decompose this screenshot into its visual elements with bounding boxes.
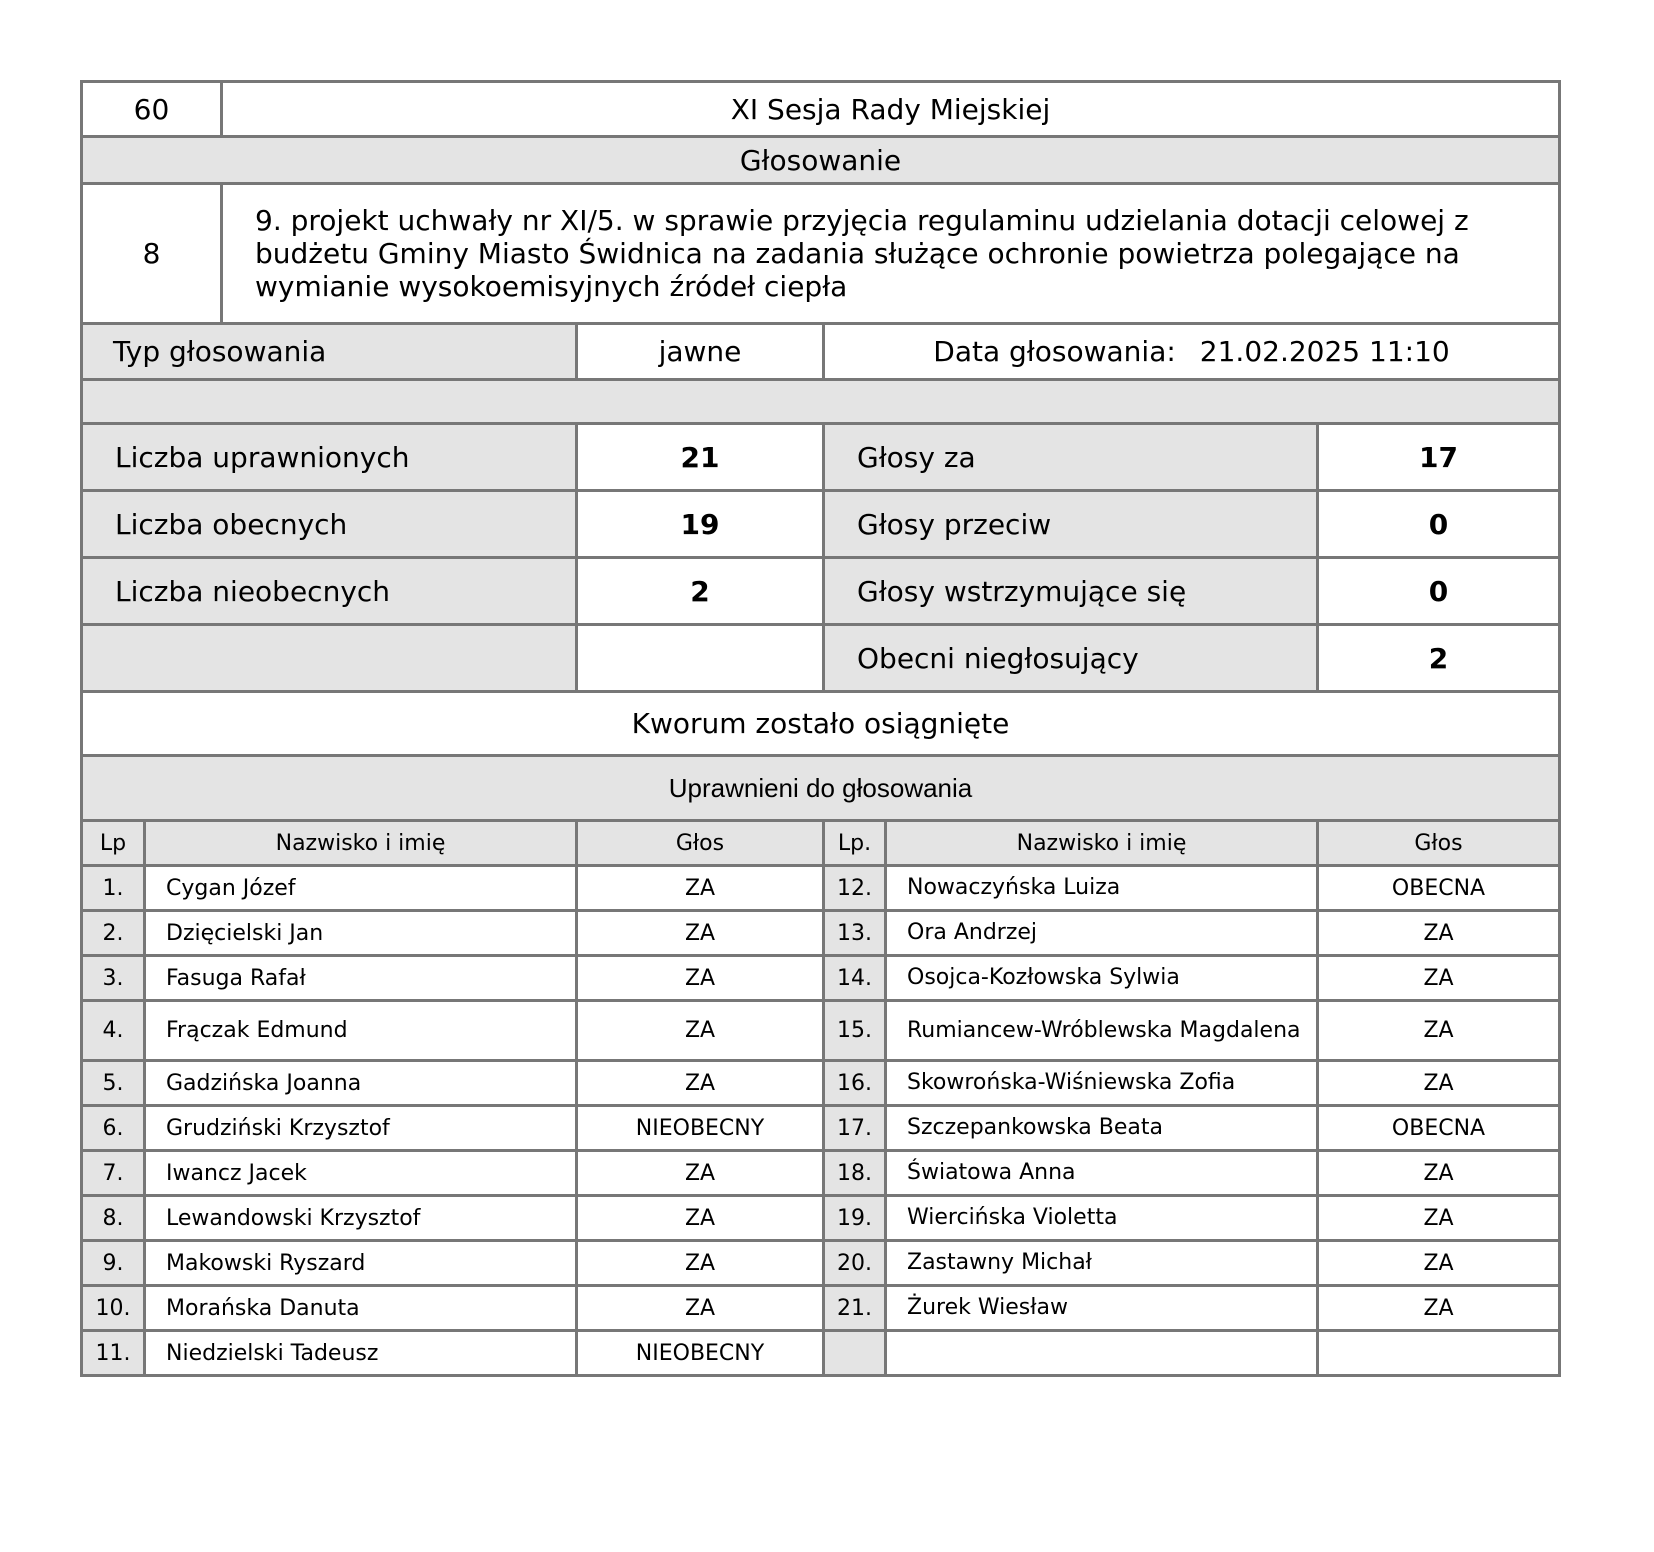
agenda-item-number: 8 bbox=[83, 185, 220, 322]
voter-vote: ZA bbox=[1316, 1062, 1558, 1104]
voter-name: Fasuga Rafał bbox=[143, 957, 575, 999]
voter-vote: ZA bbox=[575, 1062, 822, 1104]
voter-vote: ZA bbox=[575, 1152, 822, 1194]
vote-type-value: jawne bbox=[575, 325, 822, 378]
voter-lp: 10. bbox=[83, 1287, 143, 1329]
voter-lp: 3. bbox=[83, 957, 143, 999]
table-row bbox=[80, 957, 1561, 1002]
vote-meta-row bbox=[80, 325, 1561, 381]
voter-lp: 18. bbox=[822, 1152, 884, 1194]
name-header: Nazwisko i imię bbox=[143, 822, 575, 864]
votes-abstain-value: 0 bbox=[1316, 559, 1558, 623]
lp-header: Lp bbox=[99, 830, 127, 856]
lp-header: Lp. bbox=[822, 822, 884, 864]
voter-vote: OBECNA bbox=[1316, 1107, 1558, 1149]
voter-vote: ZA bbox=[575, 867, 822, 909]
voter-vote: ZA bbox=[1316, 957, 1558, 999]
voter-name: Nowaczyńska Luiza bbox=[884, 867, 1316, 909]
voter-vote: ZA bbox=[575, 1242, 822, 1284]
present-label: Liczba obecnych bbox=[83, 492, 575, 556]
voter-name: Gadzińska Joanna bbox=[143, 1062, 575, 1104]
absent-value: 2 bbox=[575, 559, 822, 623]
voter-vote: ZA bbox=[575, 1287, 822, 1329]
voter-lp: 21. bbox=[822, 1287, 884, 1329]
stats-row bbox=[80, 559, 1561, 626]
voter-lp: 6. bbox=[83, 1107, 143, 1149]
absent-label: Liczba nieobecnych bbox=[83, 559, 575, 623]
voter-name: Skowrońska-Wiśniewska Zofia bbox=[884, 1062, 1316, 1104]
vote-header: Głos bbox=[1316, 822, 1558, 864]
voters-table-body bbox=[80, 867, 1561, 1377]
voter-lp: 5. bbox=[83, 1062, 143, 1104]
section-title-row bbox=[80, 138, 1561, 185]
present-not-voting-value: 2 bbox=[1316, 626, 1558, 690]
voter-name: Osojca-Kozłowska Sylwia bbox=[884, 957, 1316, 999]
stats-row bbox=[80, 492, 1561, 559]
stats-row bbox=[80, 626, 1561, 693]
voter-name: Niedzielski Tadeusz bbox=[143, 1332, 575, 1374]
voter-lp: 1. bbox=[83, 867, 143, 909]
table-row bbox=[80, 1197, 1561, 1242]
table-row bbox=[80, 867, 1561, 912]
section-title: Głosowanie bbox=[739, 143, 902, 177]
voter-lp: 14. bbox=[822, 957, 884, 999]
session-title: XI Sesja Rady Miejskiej bbox=[220, 83, 1558, 135]
votes-abstain-label: Głosy wstrzymujące się bbox=[822, 559, 1316, 623]
voter-name: Dzięcielski Jan bbox=[143, 912, 575, 954]
table-row bbox=[80, 1107, 1561, 1152]
voter-name: Lewandowski Krzysztof bbox=[143, 1197, 575, 1239]
votes-for-label: Głosy za bbox=[822, 425, 1316, 489]
voter-name: Wiercińska Violetta bbox=[884, 1197, 1316, 1239]
session-header-row bbox=[80, 80, 1561, 138]
voter-vote: OBECNA bbox=[1316, 867, 1558, 909]
entitled-value: 21 bbox=[575, 425, 822, 489]
empty-cell bbox=[575, 626, 822, 690]
voter-name: Cygan Józef bbox=[143, 867, 575, 909]
voter-vote: ZA bbox=[575, 957, 822, 999]
voter-vote: ZA bbox=[1316, 912, 1558, 954]
voter-lp bbox=[822, 1332, 884, 1374]
voter-vote: ZA bbox=[1316, 1242, 1558, 1284]
voter-name: Morańska Danuta bbox=[143, 1287, 575, 1329]
table-row bbox=[80, 1002, 1561, 1062]
vote-type-label: Typ głosowania bbox=[83, 325, 575, 378]
voter-name: Zastawny Michał bbox=[884, 1242, 1316, 1284]
voters-title: Uprawnieni do głosowania bbox=[668, 772, 973, 803]
voter-lp: 7. bbox=[83, 1152, 143, 1194]
voting-report bbox=[80, 80, 1561, 1377]
table-row bbox=[80, 1152, 1561, 1197]
voter-vote: ZA bbox=[1316, 1287, 1558, 1329]
voters-header-row bbox=[80, 822, 1561, 867]
voter-lp: 2. bbox=[83, 912, 143, 954]
voter-vote: ZA bbox=[1316, 1002, 1558, 1059]
voter-lp: 19. bbox=[822, 1197, 884, 1239]
entitled-label: Liczba uprawnionych bbox=[83, 425, 575, 489]
voter-vote: NIEOBECNY bbox=[575, 1332, 822, 1374]
voter-vote: ZA bbox=[1316, 1152, 1558, 1194]
voter-vote bbox=[1316, 1332, 1558, 1374]
session-number: 60 bbox=[83, 83, 220, 135]
voter-lp: 12. bbox=[822, 867, 884, 909]
voter-name: Iwancz Jacek bbox=[143, 1152, 575, 1194]
stats-row bbox=[80, 425, 1561, 492]
voter-lp: 15. bbox=[822, 1002, 884, 1059]
vote-header: Głos bbox=[575, 822, 822, 864]
quorum-status: Kworum zostało osiągnięte bbox=[83, 693, 1558, 754]
voter-lp: 16. bbox=[822, 1062, 884, 1104]
voter-vote: ZA bbox=[575, 1197, 822, 1239]
table-row bbox=[80, 912, 1561, 957]
voter-name: Rumiancew-Wróblewska Magdalena bbox=[884, 1002, 1316, 1059]
voter-name: Żurek Wiesław bbox=[884, 1287, 1316, 1329]
votes-for-value: 17 bbox=[1316, 425, 1558, 489]
table-row bbox=[80, 1062, 1561, 1107]
name-header: Nazwisko i imię bbox=[884, 822, 1316, 864]
spacer-row bbox=[80, 381, 1561, 425]
voter-lp: 9. bbox=[83, 1242, 143, 1284]
quorum-row bbox=[80, 693, 1561, 757]
vote-date bbox=[822, 325, 1558, 378]
voter-name bbox=[884, 1332, 1316, 1374]
voter-lp: 20. bbox=[822, 1242, 884, 1284]
vote-date-value: 21.02.2025 11:10 bbox=[1199, 335, 1450, 368]
voter-name: Makowski Ryszard bbox=[143, 1242, 575, 1284]
voter-lp: 4. bbox=[83, 1002, 143, 1059]
voter-name: Frączak Edmund bbox=[143, 1002, 575, 1059]
voter-vote: NIEOBECNY bbox=[575, 1107, 822, 1149]
table-row bbox=[80, 1332, 1561, 1377]
table-row bbox=[80, 1287, 1561, 1332]
voter-name: Ora Andrzej bbox=[884, 912, 1316, 954]
voter-lp: 13. bbox=[822, 912, 884, 954]
voter-vote: ZA bbox=[575, 1002, 822, 1059]
voter-lp: 17. bbox=[822, 1107, 884, 1149]
present-value: 19 bbox=[575, 492, 822, 556]
vote-date-label: Data głosowania: bbox=[933, 335, 1176, 368]
empty-cell bbox=[83, 626, 575, 690]
present-not-voting-label: Obecni niegłosujący bbox=[822, 626, 1316, 690]
votes-against-label: Głosy przeciw bbox=[822, 492, 1316, 556]
voter-vote: ZA bbox=[1316, 1197, 1558, 1239]
voter-name: Grudziński Krzysztof bbox=[143, 1107, 575, 1149]
voter-vote: ZA bbox=[575, 912, 822, 954]
voter-name: Światowa Anna bbox=[884, 1152, 1316, 1194]
voter-lp: 8. bbox=[83, 1197, 143, 1239]
voter-lp: 11. bbox=[83, 1332, 143, 1374]
votes-against-value: 0 bbox=[1316, 492, 1558, 556]
agenda-item-row bbox=[80, 185, 1561, 325]
agenda-item-description: 9. projekt uchwały nr XI/5. w sprawie przyjęcia regulaminu udzielania dotacji celowej z budżetu Gminy Miasto Świdnica na zadania służące ochronie powietrza polegające na wymianie wysokoemisyjnych źródeł ciepła bbox=[220, 185, 1558, 322]
table-row bbox=[80, 1242, 1561, 1287]
voters-title-row bbox=[80, 757, 1561, 822]
voter-name: Szczepankowska Beata bbox=[884, 1107, 1316, 1149]
